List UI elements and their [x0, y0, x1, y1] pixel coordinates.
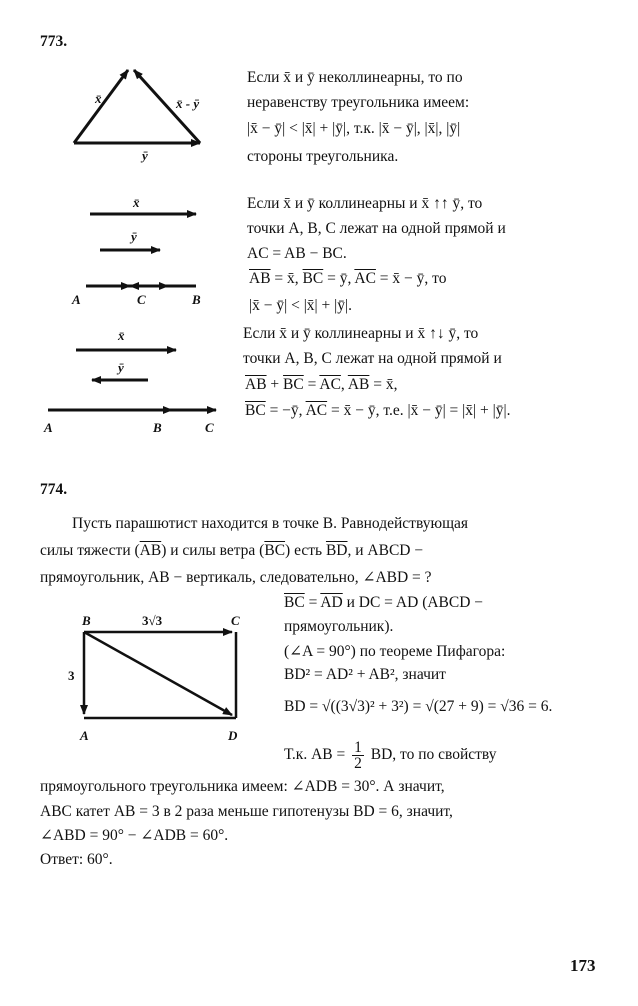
answer-line: Ответ: 60°.: [40, 851, 113, 868]
case3-vector-line-1: $\overline{AB} + \overline{BC} = \overline{AC}$, $\overline{AB}$ = x̄,: [245, 376, 398, 393]
right-line-3: (∠A = 90°) по теореме Пифагора:: [284, 643, 506, 660]
rect-a-label: A: [80, 728, 89, 743]
case3-vector-line-2: $\overline{BC}$ = −ȳ, $\overline{AC}$ = x̄ − ȳ, т.е. |x̄ − ȳ| = |x̄| + |ȳ|.: [245, 402, 511, 419]
tail-line-1: прямоугольного треугольника имеем: ∠ADB = 30°. А значит,: [40, 778, 445, 795]
right-line-4: BD² = AD² + AB², значит: [284, 666, 446, 683]
x-vector-line: [74, 70, 128, 143]
fig2-x-label: x̄: [133, 195, 140, 210]
fraction-numerator: 1: [354, 739, 362, 756]
fig3-c-label: C: [205, 420, 214, 435]
intro-line-1: Пусть парашютист находится в точке B. Равнодействующая: [72, 515, 469, 532]
rect-c-label: C: [231, 613, 240, 628]
rect-diagonal-bd: [84, 632, 232, 715]
fig1-diff-label: x̄ - ȳ: [176, 96, 200, 111]
fig3-a-label: A: [44, 420, 53, 435]
fig2-y-label: ȳ: [131, 229, 137, 244]
case3-line-1: Если x̄ и ȳ коллинеарны и x̄ ↑↓ ȳ, то: [243, 325, 479, 342]
rect-b-label: B: [82, 613, 91, 628]
right-line-6: Т.к. AB = $\frac{1}{2}$ BD, то по свойству: [284, 739, 497, 772]
case2-line-2: точки A, B, C лежат на одной прямой и: [247, 220, 506, 237]
page-number: 173: [570, 956, 596, 975]
intro-line-3: прямоугольник, AB − вертикаль, следовательно, ∠ABD = ?: [40, 569, 432, 586]
problem-774-number: 774.: [40, 481, 68, 498]
fig2-b-label: B: [192, 292, 201, 307]
case2-vector-line: $\overline{AB}$ = x̄, $\overline{BC}$ = ȳ, $\overline{AC}$ = x̄ − ȳ, то: [249, 270, 447, 287]
case1-line-3: |x̄ − ȳ| < |x̄| + |ȳ|, т.к. |x̄ − ȳ|, |x̄|, |ȳ|: [247, 120, 461, 137]
case2-inequality: |x̄ − ȳ| < |x̄| + |ȳ|.: [249, 297, 352, 314]
tail-line-3: ∠ABD = 90° − ∠ADB = 60°.: [40, 827, 229, 844]
case2-line-1: Если x̄ и ȳ коллинеарны и x̄ ↑↑ ȳ, то: [247, 195, 483, 212]
right-line-1: $\overline{BC} = \overline{AD}$ и DC = AD (ABCD −: [284, 594, 484, 611]
case2-line-3: AC = AB − BC.: [247, 245, 347, 262]
problem-773-number: 773.: [40, 33, 68, 50]
case1-line-1: Если x̄ и ȳ неколлинеарны, то по: [247, 69, 463, 86]
fig3-x-label: x̄: [118, 328, 125, 343]
rect-top-length: 3√3: [142, 613, 163, 628]
tail-line-2: ABC катет AB = 3 в 2 раза меньше гипотенузы BD = 6, значит,: [40, 803, 453, 820]
fig1-x-label: x̄: [95, 91, 102, 106]
fig3-b-label: B: [153, 420, 162, 435]
case1-line-4: стороны треугольника.: [247, 148, 399, 165]
fig3-y-label: ȳ: [118, 360, 124, 375]
case1-line-2: неравенству треугольника имеем:: [247, 94, 470, 111]
right-line-2: прямоугольник).: [284, 618, 394, 635]
rect-d-label: D: [228, 728, 238, 743]
intro-line-2: силы тяжести $(\overline{AB})$ и силы ветра $(\overline{BC})$ есть $\overline{BD}$, и ABCD −: [40, 542, 424, 559]
fig2-c-label: C: [137, 292, 146, 307]
case3-line-2: точки A, B, C лежат на одной прямой и: [243, 350, 502, 367]
fig2-a-label: A: [72, 292, 81, 307]
fig1-y-label: ȳ: [142, 148, 148, 163]
right-line-5: BD = √((3√3)² + 3²) = √(27 + 9) = √36 = 6.: [284, 698, 553, 715]
rect-side-length: 3: [68, 668, 75, 683]
fraction-denominator: 2: [354, 755, 362, 772]
